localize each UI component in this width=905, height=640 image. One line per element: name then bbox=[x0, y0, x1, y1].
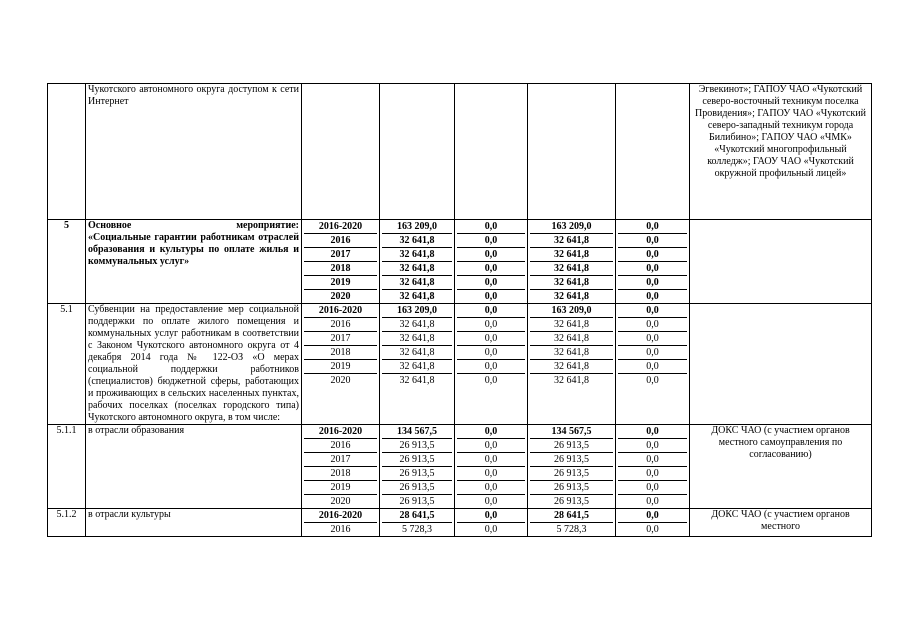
amount-value: 0,0 bbox=[484, 375, 498, 386]
program-activities-table bbox=[47, 83, 872, 537]
sub-row bbox=[382, 425, 452, 439]
amount-value: 32 641,8 bbox=[530, 234, 613, 248]
funding-col-3 bbox=[616, 304, 690, 425]
amount-value: 0,0 bbox=[618, 262, 687, 276]
sub-row bbox=[382, 276, 452, 290]
sub-row bbox=[618, 276, 687, 290]
sub-row bbox=[382, 481, 452, 495]
sub-row bbox=[304, 495, 377, 509]
amount-value: 0,0 bbox=[457, 248, 525, 262]
sub-row bbox=[304, 374, 377, 388]
amount-value: 0,0 bbox=[457, 425, 525, 439]
amount-value: 32 641,8 bbox=[530, 332, 613, 346]
year-column bbox=[302, 425, 380, 509]
sub-row bbox=[530, 360, 613, 374]
funding-col-1 bbox=[455, 425, 528, 509]
sub-row bbox=[382, 262, 452, 276]
amount-value: 32 641,8 bbox=[382, 318, 452, 332]
amount-value: 0,0 bbox=[646, 524, 659, 535]
sub-row bbox=[457, 523, 525, 537]
amount-value: 0,0 bbox=[484, 496, 498, 507]
sub-row bbox=[618, 495, 687, 509]
amount-value: 26 913,5 bbox=[382, 481, 452, 495]
sub-row bbox=[304, 481, 377, 495]
sub-row bbox=[530, 425, 613, 439]
amount-value: 32 641,8 bbox=[530, 276, 613, 290]
year-value: 2020 bbox=[330, 375, 351, 386]
year-value: 2020 bbox=[330, 291, 351, 302]
sub-row bbox=[382, 467, 452, 481]
amount-value: 0,0 bbox=[618, 234, 687, 248]
sub-row bbox=[618, 220, 687, 234]
sub-row bbox=[530, 509, 613, 523]
sub-row bbox=[304, 509, 377, 523]
amount-value: 0,0 bbox=[646, 496, 659, 507]
sub-row bbox=[530, 304, 613, 318]
amount-value: 32 641,8 bbox=[399, 291, 435, 302]
year-value: 2020 bbox=[330, 496, 351, 507]
amount-value: 0,0 bbox=[457, 304, 525, 318]
sub-row bbox=[530, 481, 613, 495]
sub-row bbox=[457, 234, 525, 248]
sub-row bbox=[618, 374, 687, 388]
sub-row bbox=[457, 360, 525, 374]
amount-value: 0,0 bbox=[457, 360, 525, 374]
sub-row bbox=[618, 346, 687, 360]
year-value: 2018 bbox=[304, 346, 377, 360]
amount-value: 0,0 bbox=[618, 220, 687, 234]
activity-description: Субвенции на предоставление мер социальной поддержки по оплате жилого помещения и коммунальных услуг работникам в соответствии с Законом Чукотского автономного округа от 4 декабря 2014 года № 122-ОЗ «О мерах социальной поддержки работников (специалистов) бюджетной сферы, работающих и проживающих в сельских населенных пунктах, рабочих поселках (поселках городского типа) Чукотского автономного округа, в том числе: bbox=[86, 304, 302, 425]
amount-value: 163 209,0 bbox=[382, 304, 452, 318]
sub-row bbox=[382, 453, 452, 467]
amount-value: 32 641,8 bbox=[382, 248, 452, 262]
responsible-executor: ДОКС ЧАО (с участием органов местного bbox=[690, 509, 872, 537]
table-row-5-1-2 bbox=[48, 509, 872, 537]
sub-row bbox=[382, 346, 452, 360]
amount-value: 0,0 bbox=[646, 291, 659, 302]
sub-row bbox=[530, 248, 613, 262]
amount-value: 32 641,8 bbox=[554, 291, 589, 302]
year-value: 2016 bbox=[304, 234, 377, 248]
funding-col-1 bbox=[455, 304, 528, 425]
sub-row bbox=[457, 346, 525, 360]
amount-value: 0,0 bbox=[457, 509, 525, 523]
funding-col-3 bbox=[616, 425, 690, 509]
empty-cell bbox=[455, 84, 528, 220]
sub-row bbox=[457, 439, 525, 453]
responsible-executor: Эгвекинот»; ГАПОУ ЧАО «Чукотский северо-восточный техникум поселка Провидения»; ГАПОУ ЧАО «Чукотский северо-западный техникум города Билибино»; ГАПОУ ЧАО «ЧМК» «Чукотский многопрофильный колледж»; ГАОУ ЧАО «Чукотский окружной профильный лицей» bbox=[690, 84, 872, 220]
amount-value: 26 913,5 bbox=[382, 453, 452, 467]
year-value: 2016 bbox=[330, 524, 351, 535]
sub-row bbox=[382, 234, 452, 248]
amount-value: 32 641,8 bbox=[530, 360, 613, 374]
empty-cell bbox=[380, 84, 455, 220]
sub-row bbox=[382, 509, 452, 523]
responsible-executor: ДОКС ЧАО (с участием органов местного самоуправления по согласованию) bbox=[690, 425, 872, 509]
sub-row bbox=[618, 234, 687, 248]
amount-value: 163 209,0 bbox=[530, 304, 613, 318]
amount-value: 0,0 bbox=[457, 220, 525, 234]
sub-row bbox=[457, 262, 525, 276]
sub-row bbox=[618, 262, 687, 276]
year-column bbox=[302, 509, 380, 537]
sub-row bbox=[457, 425, 525, 439]
amount-value: 0,0 bbox=[457, 467, 525, 481]
amount-value: 0,0 bbox=[618, 425, 687, 439]
amount-value: 32 641,8 bbox=[382, 276, 452, 290]
amount-value: 0,0 bbox=[618, 276, 687, 290]
sub-row bbox=[457, 332, 525, 346]
sub-row bbox=[618, 304, 687, 318]
amount-value: 28 641,5 bbox=[530, 509, 613, 523]
amount-value: 32 641,8 bbox=[554, 375, 589, 386]
sub-row bbox=[530, 523, 613, 537]
sub-row bbox=[304, 346, 377, 360]
empty-cell bbox=[616, 84, 690, 220]
year-value: 2016-2020 bbox=[304, 509, 377, 523]
funding-col-3 bbox=[616, 509, 690, 537]
total-column bbox=[380, 509, 455, 537]
sub-row bbox=[382, 304, 452, 318]
amount-value: 0,0 bbox=[457, 332, 525, 346]
sub-row bbox=[457, 467, 525, 481]
sub-row bbox=[618, 509, 687, 523]
sub-row bbox=[530, 453, 613, 467]
activity-description: в отрасли культуры bbox=[86, 509, 302, 537]
amount-value: 26 913,5 bbox=[382, 439, 452, 453]
year-value: 2019 bbox=[304, 481, 377, 495]
sub-row bbox=[304, 262, 377, 276]
amount-value: 0,0 bbox=[457, 346, 525, 360]
amount-value: 134 567,5 bbox=[530, 425, 613, 439]
sub-row bbox=[457, 481, 525, 495]
year-value: 2016-2020 bbox=[304, 220, 377, 234]
funding-col-1 bbox=[455, 220, 528, 304]
sub-row bbox=[618, 467, 687, 481]
sub-row bbox=[304, 453, 377, 467]
amount-value: 0,0 bbox=[618, 346, 687, 360]
year-value: 2017 bbox=[304, 332, 377, 346]
sub-row bbox=[530, 234, 613, 248]
amount-value: 0,0 bbox=[457, 234, 525, 248]
amount-value: 0,0 bbox=[646, 375, 659, 386]
funding-col-2 bbox=[528, 425, 616, 509]
sub-row bbox=[304, 290, 377, 304]
total-column bbox=[380, 220, 455, 304]
row-number: 5.1 bbox=[48, 304, 86, 425]
amount-value: 0,0 bbox=[457, 453, 525, 467]
row-number: 5.1.1 bbox=[48, 425, 86, 509]
amount-value: 32 641,8 bbox=[530, 318, 613, 332]
year-value: 2018 bbox=[304, 262, 377, 276]
amount-value: 0,0 bbox=[618, 248, 687, 262]
funding-col-3 bbox=[616, 220, 690, 304]
sub-row bbox=[304, 467, 377, 481]
sub-row bbox=[382, 318, 452, 332]
table-row-5-1-1 bbox=[48, 425, 872, 509]
sub-row bbox=[530, 439, 613, 453]
sub-row bbox=[382, 360, 452, 374]
sub-row bbox=[530, 220, 613, 234]
sub-row bbox=[618, 318, 687, 332]
year-value: 2016-2020 bbox=[304, 425, 377, 439]
sub-row bbox=[457, 495, 525, 509]
amount-value: 0,0 bbox=[457, 439, 525, 453]
amount-value: 0,0 bbox=[618, 481, 687, 495]
year-value: 2016 bbox=[304, 318, 377, 332]
funding-col-2 bbox=[528, 220, 616, 304]
amount-value: 32 641,8 bbox=[382, 332, 452, 346]
amount-value: 26 913,5 bbox=[382, 467, 452, 481]
amount-value: 0,0 bbox=[457, 318, 525, 332]
sub-row bbox=[618, 248, 687, 262]
row-number: 5 bbox=[48, 220, 86, 304]
sub-row bbox=[304, 318, 377, 332]
sub-row bbox=[618, 523, 687, 537]
amount-value: 0,0 bbox=[484, 524, 498, 535]
responsible-executor bbox=[690, 220, 872, 304]
sub-row bbox=[304, 425, 377, 439]
amount-value: 0,0 bbox=[484, 291, 498, 302]
sub-row bbox=[530, 467, 613, 481]
empty-cell bbox=[302, 84, 380, 220]
sub-row bbox=[457, 290, 525, 304]
sub-row bbox=[382, 374, 452, 388]
sub-row bbox=[304, 360, 377, 374]
sub-row bbox=[618, 453, 687, 467]
sub-row bbox=[457, 276, 525, 290]
amount-value: 32 641,8 bbox=[382, 346, 452, 360]
sub-row bbox=[382, 332, 452, 346]
amount-value: 0,0 bbox=[457, 276, 525, 290]
funding-col-2 bbox=[528, 509, 616, 537]
amount-value: 0,0 bbox=[618, 467, 687, 481]
total-column bbox=[380, 425, 455, 509]
sub-row bbox=[530, 374, 613, 388]
sub-row bbox=[304, 439, 377, 453]
sub-row bbox=[618, 332, 687, 346]
year-column bbox=[302, 220, 380, 304]
sub-row bbox=[530, 276, 613, 290]
sub-row bbox=[304, 234, 377, 248]
amount-value: 0,0 bbox=[618, 318, 687, 332]
sub-row bbox=[457, 374, 525, 388]
amount-value: 32 641,8 bbox=[399, 375, 435, 386]
activity-description bbox=[86, 220, 302, 304]
sub-row bbox=[382, 248, 452, 262]
amount-value: 5 728,3 bbox=[556, 524, 587, 535]
total-column bbox=[380, 304, 455, 425]
table-row-5-1 bbox=[48, 304, 872, 425]
amount-value: 0,0 bbox=[457, 262, 525, 276]
year-value: 2018 bbox=[304, 467, 377, 481]
sub-row bbox=[382, 290, 452, 304]
sub-row bbox=[618, 425, 687, 439]
amount-value: 26 913,5 bbox=[530, 453, 613, 467]
sub-row bbox=[618, 439, 687, 453]
amount-value: 26 913,5 bbox=[530, 481, 613, 495]
table-row-5 bbox=[48, 220, 872, 304]
program-table-page bbox=[47, 83, 871, 537]
sub-row bbox=[304, 304, 377, 318]
sub-row bbox=[457, 220, 525, 234]
sub-row bbox=[530, 318, 613, 332]
amount-value: 28 641,5 bbox=[382, 509, 452, 523]
year-value: 2016 bbox=[304, 439, 377, 453]
sub-row bbox=[304, 276, 377, 290]
year-value: 2019 bbox=[304, 276, 377, 290]
sub-row bbox=[382, 439, 452, 453]
amount-value: 32 641,8 bbox=[530, 262, 613, 276]
year-value: 2019 bbox=[304, 360, 377, 374]
amount-value: 0,0 bbox=[618, 509, 687, 523]
sub-row bbox=[304, 220, 377, 234]
year-value: 2017 bbox=[304, 453, 377, 467]
amount-value: 0,0 bbox=[618, 453, 687, 467]
sub-row bbox=[457, 453, 525, 467]
row-number-cell bbox=[48, 84, 86, 220]
funding-col-2 bbox=[528, 304, 616, 425]
sub-row bbox=[382, 523, 452, 537]
sub-row bbox=[530, 290, 613, 304]
activity-description: Чукотского автономного округа доступом к сети Интернет bbox=[86, 84, 302, 220]
amount-value: 32 641,8 bbox=[530, 346, 613, 360]
amount-value: 0,0 bbox=[618, 304, 687, 318]
amount-value: 32 641,8 bbox=[382, 360, 452, 374]
sub-row bbox=[382, 495, 452, 509]
sub-row bbox=[618, 481, 687, 495]
row-number: 5.1.2 bbox=[48, 509, 86, 537]
amount-value: 32 641,8 bbox=[530, 248, 613, 262]
empty-cell bbox=[528, 84, 616, 220]
amount-value: 134 567,5 bbox=[382, 425, 452, 439]
amount-value: 26 913,5 bbox=[530, 467, 613, 481]
sub-row bbox=[382, 220, 452, 234]
amount-value: 0,0 bbox=[618, 360, 687, 374]
amount-value: 26 913,5 bbox=[399, 496, 435, 507]
amount-value: 5 728,3 bbox=[402, 524, 432, 535]
sub-row bbox=[530, 346, 613, 360]
year-value: 2016-2020 bbox=[304, 304, 377, 318]
sub-row bbox=[457, 509, 525, 523]
sub-row bbox=[457, 318, 525, 332]
sub-row bbox=[304, 248, 377, 262]
amount-value: 0,0 bbox=[457, 481, 525, 495]
activity-name: «Социальные гарантии работникам отраслей образования и культуры по оплате жилья и коммунальных услуг» bbox=[88, 232, 299, 267]
amount-value: 32 641,8 bbox=[382, 262, 452, 276]
year-column bbox=[302, 304, 380, 425]
amount-value: 0,0 bbox=[618, 439, 687, 453]
sub-row bbox=[530, 495, 613, 509]
responsible-executor bbox=[690, 304, 872, 425]
sub-row bbox=[304, 332, 377, 346]
amount-value: 0,0 bbox=[618, 332, 687, 346]
year-value: 2017 bbox=[304, 248, 377, 262]
sub-row bbox=[618, 290, 687, 304]
table-row-continuation bbox=[48, 84, 872, 220]
amount-value: 163 209,0 bbox=[530, 220, 613, 234]
amount-value: 32 641,8 bbox=[382, 234, 452, 248]
funding-col-1 bbox=[455, 509, 528, 537]
sub-row bbox=[530, 332, 613, 346]
sub-row bbox=[457, 304, 525, 318]
sub-row bbox=[618, 360, 687, 374]
activity-description: в отрасли образования bbox=[86, 425, 302, 509]
sub-row bbox=[530, 262, 613, 276]
sub-row bbox=[457, 248, 525, 262]
activity-title: Основное мероприятие: bbox=[88, 220, 299, 231]
amount-value: 26 913,5 bbox=[530, 439, 613, 453]
amount-value: 26 913,5 bbox=[554, 496, 589, 507]
sub-row bbox=[304, 523, 377, 537]
amount-value: 163 209,0 bbox=[382, 220, 452, 234]
